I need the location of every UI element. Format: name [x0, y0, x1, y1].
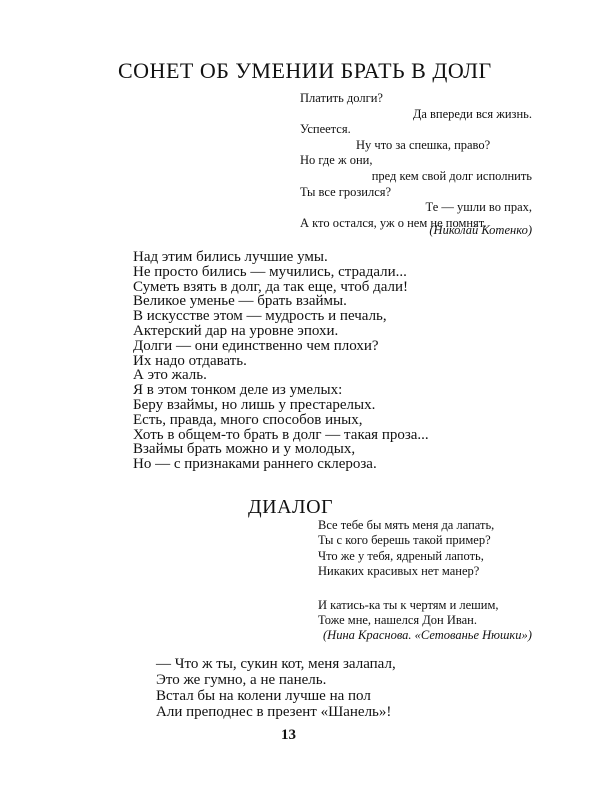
poem-title: СОНЕТ ОБ УМЕНИИ БРАТЬ В ДОЛГ: [118, 58, 492, 83]
poem-line: Я в этом тонком деле из умелых:: [133, 382, 343, 399]
poem-line: — Что ж ты, сукин кот, меня залапал,: [156, 656, 396, 672]
poem-line: Али преподнес в презент «Шанель»!: [156, 704, 392, 720]
poem-line: Есть, правда, много способов иных,: [133, 411, 363, 428]
poem-body: [133, 250, 429, 472]
poem-line: В искусстве этом — мудрость и печаль,: [133, 308, 387, 325]
epigraph-line: Тоже мне, нашелся Дон Иван.: [318, 612, 477, 627]
epigraph-line: И катись-ка ты к чертям и лешим,: [318, 597, 499, 612]
poem-line: Взаймы брать можно и у молодых,: [133, 441, 356, 458]
epigraph-line: Ну что за спешка, право?: [356, 137, 491, 152]
poem-line: Актерский дар на уровне эпохи.: [133, 322, 339, 339]
poem-line: Великое уменье — брать взаймы.: [133, 293, 347, 310]
poem-line: Это же гумно, а не панель.: [156, 672, 327, 688]
epigraph-line: Платить долги?: [300, 91, 383, 105]
poem-line: Над этим бились лучшие умы.: [133, 249, 328, 265]
epigraph-line: пред кем свой долг исполнить: [371, 168, 532, 183]
epigraph-line: Ты с кого берешь такой пример?: [318, 533, 491, 548]
epigraph-line: Успеется.: [300, 122, 351, 137]
dialog-body: [156, 656, 396, 720]
poem-line: Не просто бились — мучились, страдали...: [133, 263, 407, 280]
epigraph-attribution: (Николай Котенко): [429, 223, 532, 237]
poem-line: А это жаль.: [133, 367, 207, 384]
page-number: 13: [281, 727, 296, 743]
poem-line: Долги — они единственно чем плохи?: [133, 337, 379, 354]
poem-line: Их надо отдавать.: [133, 352, 247, 369]
dialog-title: ДИАЛОГ: [248, 496, 334, 518]
poem-line: Но — с признаками раннего склероза.: [133, 456, 377, 473]
epigraph-line: Никаких красивых нет манер?: [318, 564, 480, 579]
dialog-epigraph: [318, 518, 499, 628]
epigraph-line: Те — ушли во прах,: [425, 200, 532, 215]
epigraph-line: Но где ж они,: [300, 153, 373, 168]
epigraph-line: А кто остался, уж о нем не помнят.: [300, 215, 487, 230]
epigraph-line: Все тебе бы мять меня да лапать,: [318, 518, 495, 532]
poem-line: Беру взаймы, но лишь у престарелых.: [133, 396, 376, 413]
epigraph-line: Что же у тебя, ядреный лапоть,: [318, 548, 484, 563]
poem-line: Суметь взять в долг, да так еще, чтоб дали!: [133, 278, 409, 295]
epigraph-line: Да впереди вся жизнь.: [412, 106, 532, 121]
epigraph: [300, 91, 532, 231]
poem-line: Встал бы на колени лучше на пол: [156, 688, 371, 704]
epigraph-line: Ты все грозился?: [300, 184, 392, 199]
dialog-epigraph-attribution: (Нина Краснова. «Сетованье Нюшки»): [323, 628, 532, 642]
poem-line: Хоть в общем-то брать в долг — такая проза...: [133, 426, 429, 443]
